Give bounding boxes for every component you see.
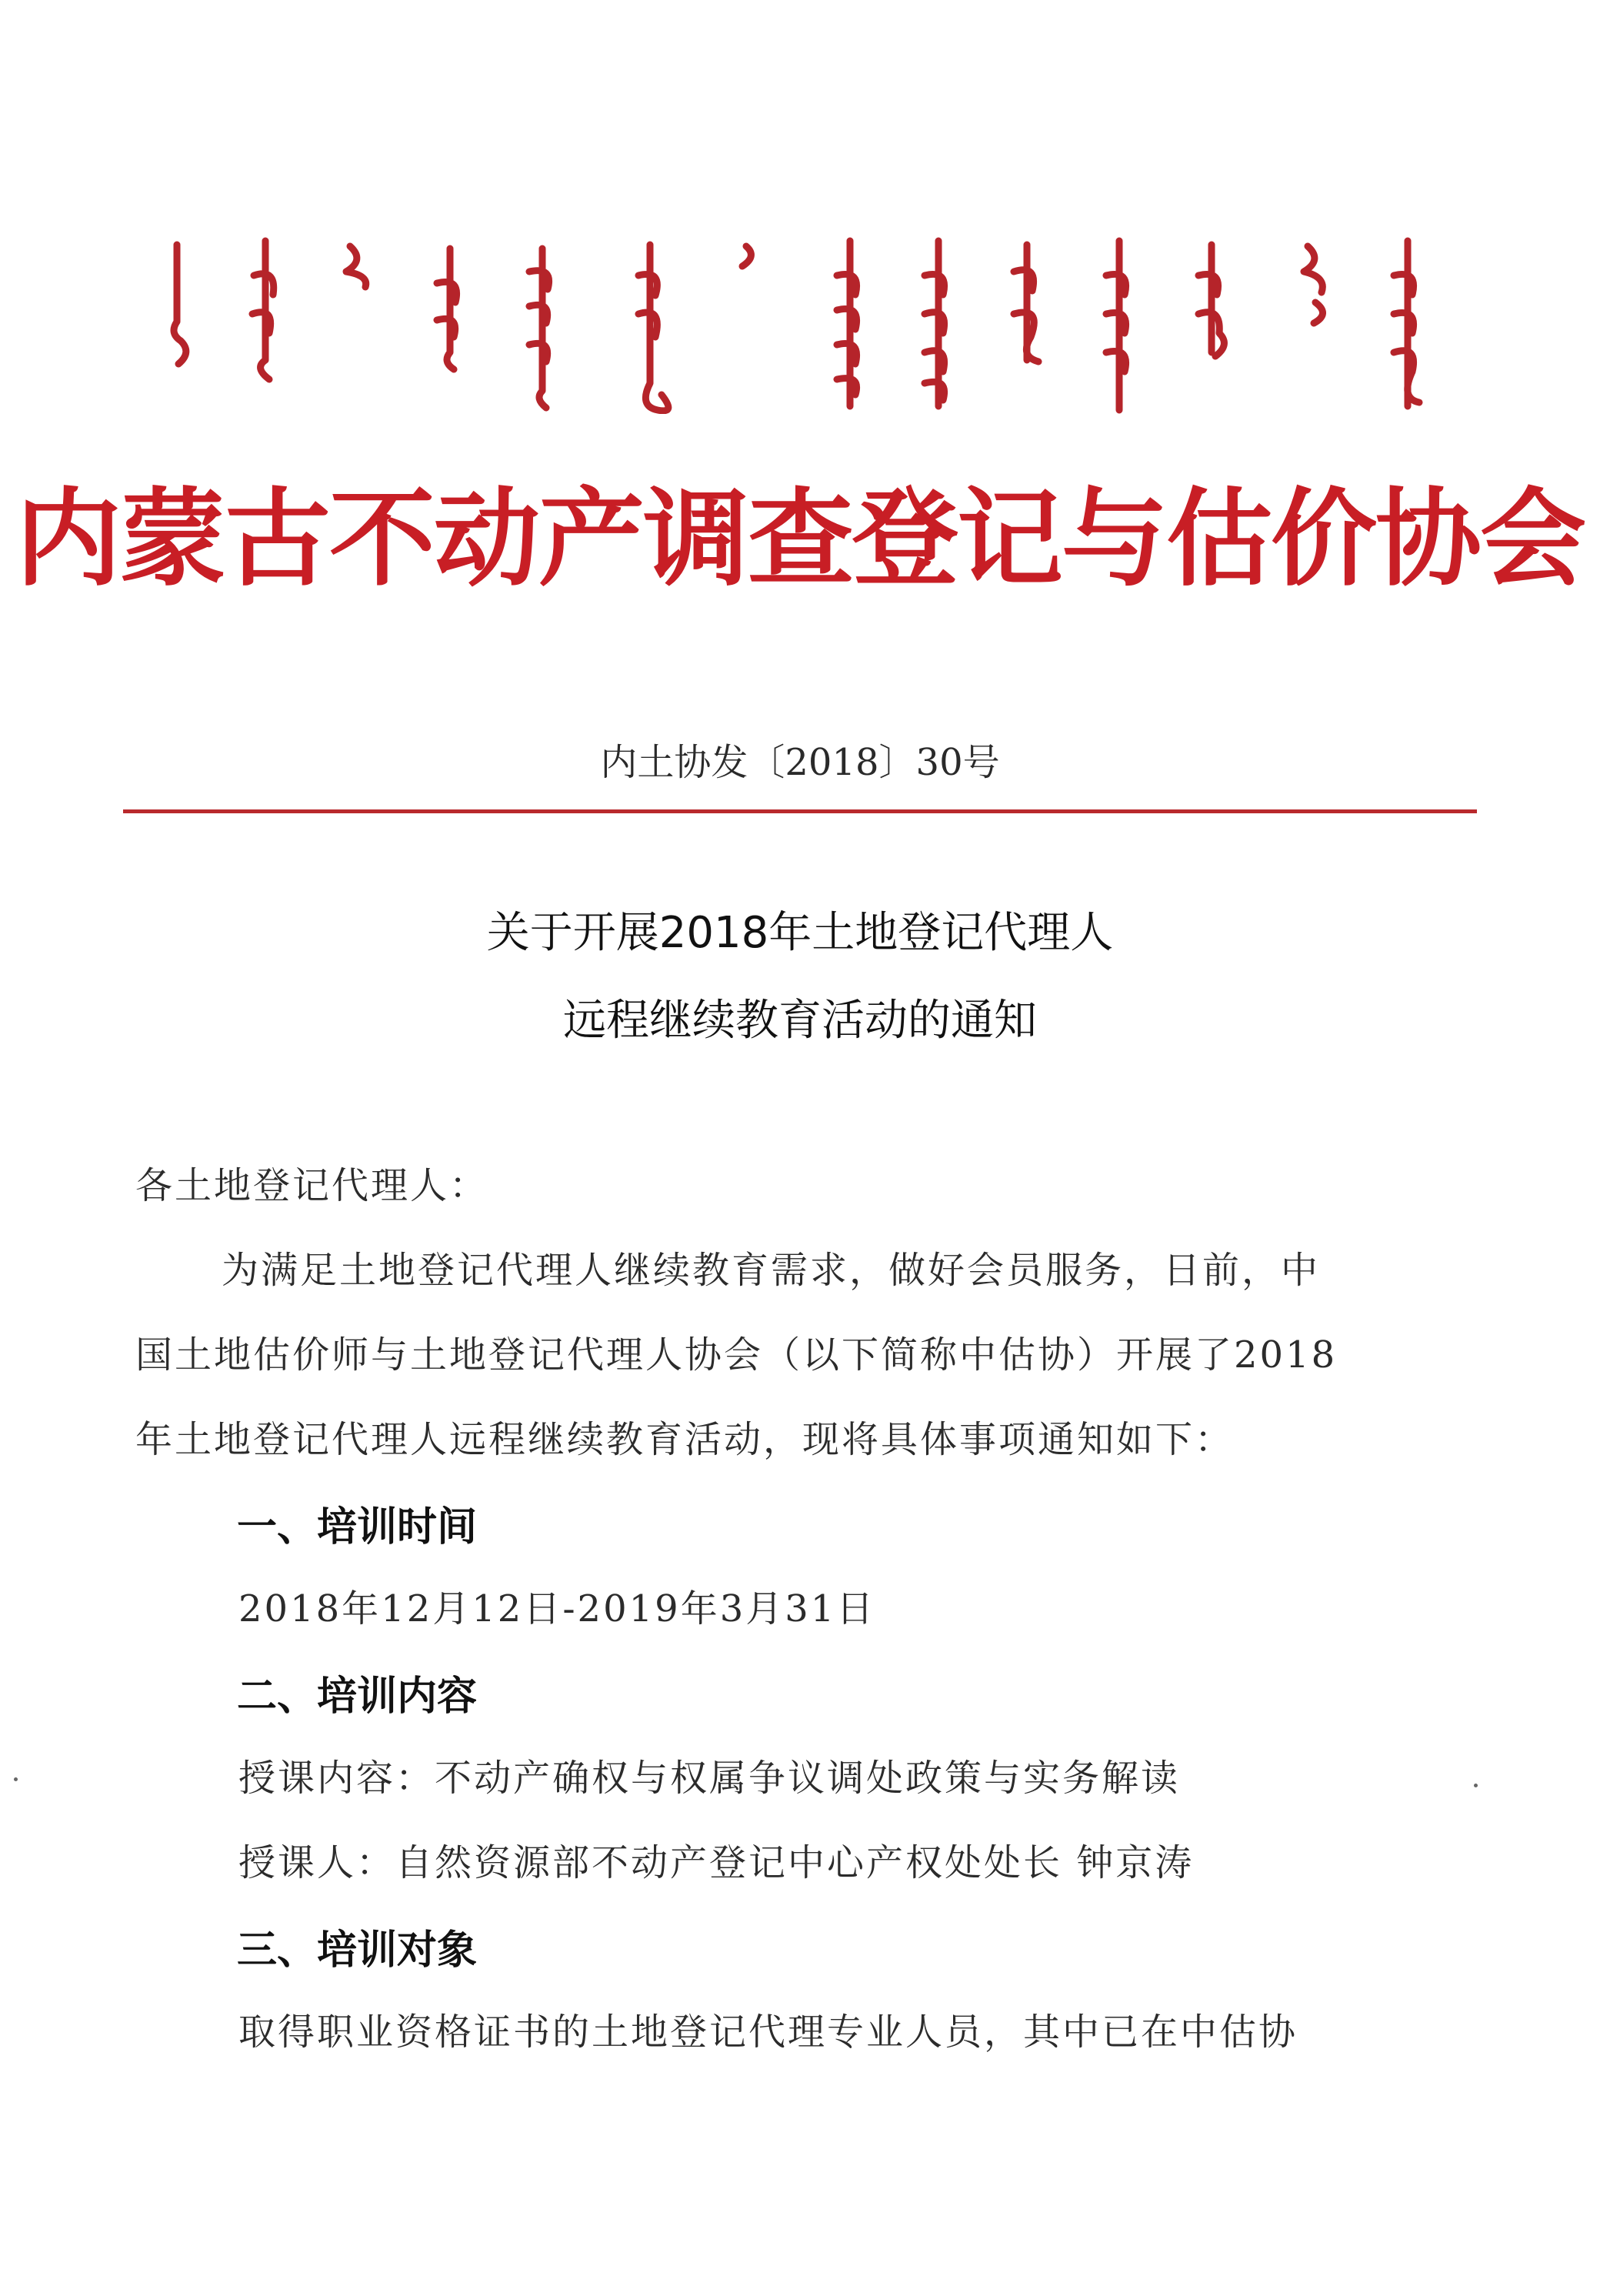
- intro-line-3: 年土地登记代理人远程继续教育活动，现将具体事项通知如下：: [135, 1418, 1235, 1461]
- lecturer-text: 授课人：自然资源部不动产登记中心产权处处长 钟京涛: [238, 1841, 1195, 1884]
- document-number: 内土协发〔2018〕30号: [600, 741, 1000, 784]
- notice-title-line2: 远程继续教育活动的通知: [563, 996, 1037, 1046]
- intro-line-2: 国土地估价师与土地登记代理人协会（以下简称中估协）开展了2018: [135, 1333, 1338, 1377]
- training-content-text: 授课内容：不动产确权与权属争议调处政策与实务解读: [238, 1757, 1181, 1800]
- intro-line-1: 为满足土地登记代理人继续教育需求，做好会员服务，日前，中: [222, 1249, 1321, 1292]
- salutation: 各土地登记代理人：: [135, 1164, 489, 1207]
- section-heading-training-target: 三、培训对象: [237, 1927, 478, 1974]
- notice-title-line1: 关于开展2018年土地登记代理人: [486, 908, 1114, 958]
- scan-speck: [14, 1777, 18, 1781]
- red-divider-line: [123, 809, 1477, 813]
- training-target-text: 取得职业资格证书的土地登记代理专业人员，其中已在中估协: [238, 2011, 1298, 2054]
- section-heading-training-time: 一、培训时间: [237, 1504, 478, 1550]
- organization-name: 内蒙古不动产调查登记与估价协会: [15, 476, 1585, 601]
- scan-speck: [1474, 1784, 1478, 1787]
- training-time-text: 2018年12月12日-2019年3月31日: [238, 1587, 876, 1630]
- section-heading-training-content: 二、培训内容: [237, 1674, 478, 1720]
- mongolian-script-emblem: [146, 229, 1469, 414]
